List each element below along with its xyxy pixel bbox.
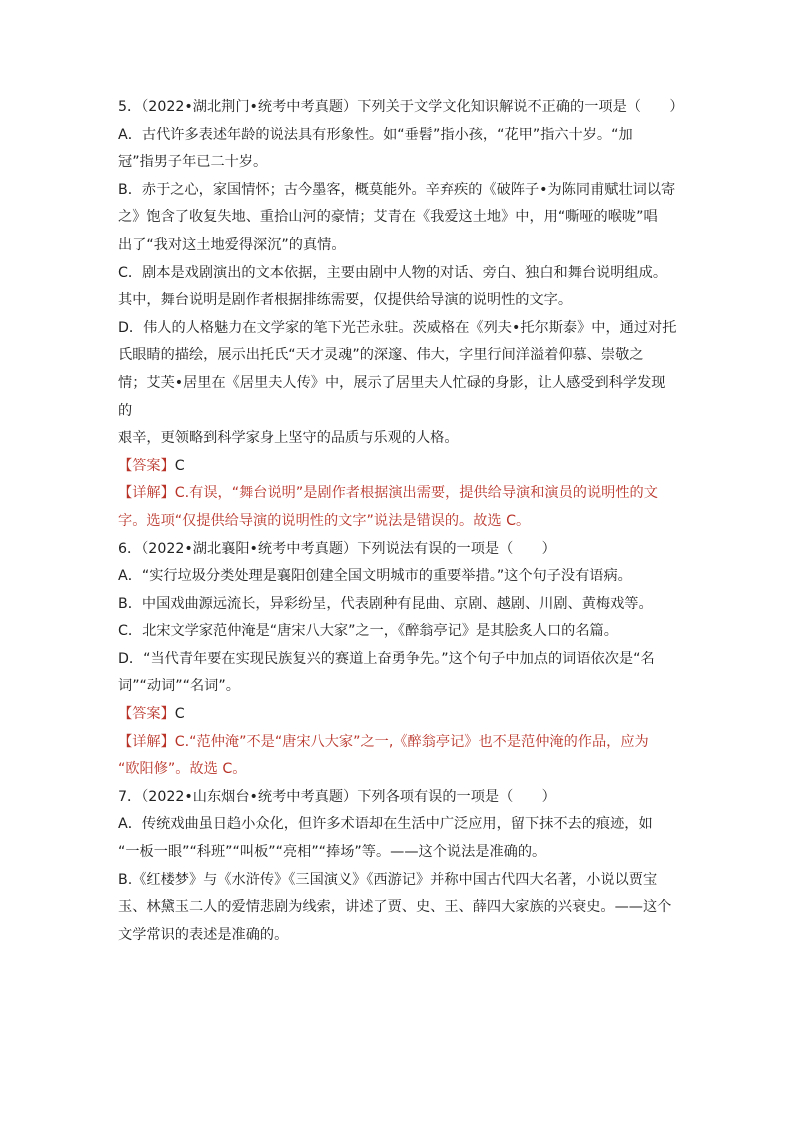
q5-detail-text1: C.有误，“舞台说明”是剧作者根据演出需要，提供给导演和演员的说明性的文 xyxy=(174,485,658,502)
q7-option-b-line1: B.《红楼梦》与《水浒传》《三国演义》《西游记》并称中国古代四大名著，小说以贾宝 xyxy=(118,871,658,888)
q6-detail-label: 【详解】 xyxy=(118,733,175,750)
q5-option-d-line4: 艰辛，更领略到科学家身上坚守的品质与乐观的人格。 xyxy=(118,430,459,447)
q5-option-b-line1: B．赤于之心，家国情怀；古今墨客，概莫能外。辛弃疾的《破阵子•为陈同甫赋壮词以寄 xyxy=(118,181,676,198)
q6-answer-label: 【答案】 xyxy=(118,706,175,723)
q6-detail-text1: C.“范仲淹”不是“唐宋八大家”之一,《醉翁亭记》也不是范仲淹的作品，应为 xyxy=(174,733,649,750)
q5-stem: 5．（2022•湖北荆门•统考中考真题）下列关于文学文化知识解说不正确的一项是（ ） xyxy=(118,99,684,115)
q6-answer xyxy=(118,701,678,729)
q7-option-a-line1: A．传统戏曲虽日趋小众化，但许多术语却在生活中广泛应用，留下抹不去的痕迹，如 xyxy=(118,816,653,833)
q7-stem: 7．（2022•山东烟台•统考中考真题）下列各项有误的一项是（ ） xyxy=(118,788,556,805)
q5-option-a-line1: A．古代许多表述年龄的说法具有形象性。如“垂髫”指小孩，“花甲”指六十岁。“加 xyxy=(118,126,633,143)
q5-option-b-line2: 之》饱含了收复失地、重拾山河的豪情；艾青在《我爱这土地》中，用“嘶哑的喉咙”唱 xyxy=(118,209,658,226)
q5-answer xyxy=(118,453,678,481)
q5-option-c-line2: 其中，舞台说明是剧作者根据排练需要，仅提供给导演的说明性的文字。 xyxy=(118,292,573,309)
q7-option-b-line2: 玉、林黛玉二人的爱情悲剧为线索，讲述了贾、史、王、薛四大家族的兴衰史。——这个 xyxy=(118,899,672,916)
question-content xyxy=(118,94,684,949)
q6-stem: 6．（2022•湖北襄阳•统考中考真题）下列说法有误的一项是（ ） xyxy=(118,540,556,557)
q6-option-d-line1: D．“当代青年要在实现民族复兴的赛道上奋勇争先。”这个句子中加点的词语依次是“名 xyxy=(118,650,655,667)
q6-option-c-line1: C．北宋文学家范仲淹是“唐宋八大家”之一，《醉翁亭记》是其脍炙人口的名篇。 xyxy=(118,623,618,640)
q6-option-a-line1: A．“实行垃圾分类处理是襄阳创建全国文明城市的重要举措。”这个句子没有语病。 xyxy=(118,568,632,585)
q7-option-a-line2: “一板一眼”“科班”“叫板”“亮相”“捧场”等。——这个说法是准确的。 xyxy=(118,844,547,861)
q7-option-b-line3: 文学常识的表述是准确的。 xyxy=(118,926,289,943)
q5-answer-value: C xyxy=(174,457,185,474)
q5-detail-line2: 字。选项“仅提供给导演的说明性的文字”说法是错误的。故选 C。 xyxy=(118,512,531,529)
q5-option-b-line3: 出了“我对这土地爱得深沉”的真情。 xyxy=(118,236,346,253)
q6-detail-line2: “欧阳修”。故选 C。 xyxy=(118,761,247,778)
q6-option-b-line1: B．中国戏曲源远流长，异彩纷呈，代表剧种有昆曲、京剧、越剧、川剧、黄梅戏等。 xyxy=(118,595,653,612)
q5-answer-label: 【答案】 xyxy=(118,457,175,474)
q5-option-a-line2: 冠”指男子年已二十岁。 xyxy=(118,154,268,171)
q6-option-d-line2: 词”“动词”“名词”。 xyxy=(118,678,240,695)
q5-option-d-line2: 氏眼睛的描绘，展示出托氏“天才灵魂”的深邃、伟大，字里行间洋溢着仰慕、崇敬之 xyxy=(118,347,644,364)
q5-detail-line1 xyxy=(118,480,678,508)
q5-option-d-line1: D．伟人的人格魅力在文学家的笔下光芒永驻。茨威格在《列夫•托尔斯泰》中，通过对托 xyxy=(118,319,677,336)
q5-option-d-line3: 情；艾芙•居里在《居里夫人传》中，展示了居里夫人忙碌的身影，让人感受到科学发现的 xyxy=(118,374,666,419)
q6-detail-line1 xyxy=(118,729,678,757)
q6-answer-value: C xyxy=(174,706,185,723)
q5-detail-label: 【详解】 xyxy=(118,485,175,502)
q5-option-c-line1: C．剧本是戏剧演出的文本依据，主要由剧中人物的对话、旁白、独白和舞台说明组成。 xyxy=(118,264,668,281)
